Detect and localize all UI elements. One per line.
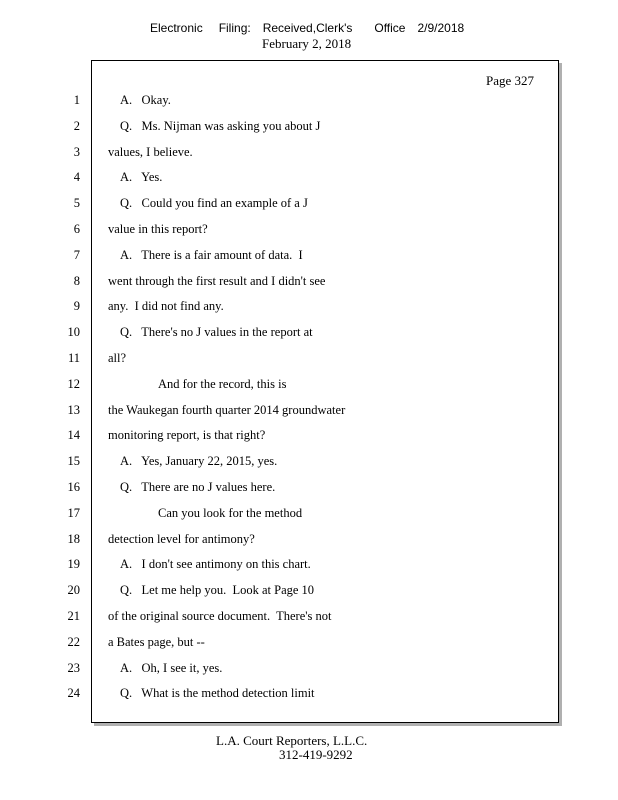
- line-text: value in this report?: [108, 222, 208, 236]
- line-number: 23: [67, 660, 80, 675]
- transcript-line: [0, 658, 618, 678]
- line-text: the Waukegan fourth quarter 2014 groundwater: [108, 402, 346, 417]
- transcript-line: [0, 90, 618, 110]
- line-text: Can you look for the method: [158, 505, 303, 520]
- line-number: 2: [73, 118, 80, 133]
- line-text: And for the record, this is: [158, 376, 287, 391]
- transcript-line: [0, 580, 618, 600]
- transcript-line: [0, 245, 618, 265]
- filing-stamp-header: [150, 21, 464, 35]
- transcript-line: [0, 683, 618, 703]
- line-text: A. Yes.: [120, 170, 163, 185]
- transcript-line: [0, 554, 618, 574]
- line-number: 22: [67, 634, 80, 649]
- line-number: 10: [67, 325, 80, 340]
- line-number: 6: [73, 222, 80, 236]
- transcript-line: [0, 322, 618, 342]
- transcript-line: [0, 219, 618, 239]
- transcript-line: [0, 451, 618, 471]
- line-number: 19: [67, 557, 80, 572]
- filing-stamp-part: Received,Clerk's: [262, 21, 353, 35]
- line-text: values, I believe.: [108, 144, 193, 159]
- transcript-line: [0, 193, 618, 213]
- filing-stamp-part: Electronic: [150, 21, 203, 35]
- page-number: Page 327: [485, 73, 534, 88]
- line-text: Q. There's no J values in the report at: [120, 325, 313, 340]
- footer-company: L.A. Court Reporters, L.L.C.: [216, 733, 368, 748]
- filing-stamp-part: Office: [374, 21, 406, 35]
- transcript-line: [0, 529, 618, 549]
- line-number: 24: [67, 686, 80, 701]
- line-number: 3: [73, 144, 80, 159]
- line-number: 7: [73, 247, 80, 262]
- transcript-line: [0, 116, 618, 136]
- transcript-line: [0, 503, 618, 523]
- transcript-line: [0, 167, 618, 187]
- line-number: 5: [73, 196, 80, 211]
- line-number: 9: [73, 299, 80, 314]
- line-text: of the original source document. There's not: [108, 609, 332, 623]
- line-number: 20: [67, 583, 80, 598]
- line-text: Q. What is the method detection limit: [120, 686, 315, 701]
- transcript-line: [0, 374, 618, 394]
- line-number: 1: [73, 93, 80, 107]
- filing-stamp-part: 2/9/2018: [417, 21, 465, 35]
- line-number: 8: [73, 273, 80, 288]
- line-text: Q. Let me help you. Look at Page 10: [120, 583, 315, 598]
- line-text: A. Oh, I see it, yes.: [120, 660, 223, 675]
- transcript-line: [0, 632, 618, 652]
- line-number: 21: [67, 609, 80, 623]
- transcript-line: [0, 348, 618, 368]
- transcript-line: [0, 142, 618, 162]
- line-text: A. Yes, January 22, 2015, yes.: [120, 454, 278, 469]
- filing-date: February 2, 2018: [262, 36, 352, 51]
- line-number: 17: [67, 505, 80, 520]
- line-text: any. I did not find any.: [108, 299, 224, 314]
- line-text: Q. Could you find an example of a J: [120, 196, 308, 211]
- transcript-line: [0, 477, 618, 497]
- line-text: monitoring report, is that right?: [108, 428, 266, 443]
- transcript-line: [0, 296, 618, 316]
- line-number: 16: [67, 480, 80, 494]
- line-number: 15: [67, 454, 80, 469]
- line-text: went through the first result and I didn't see: [108, 273, 326, 288]
- line-text: A. There is a fair amount of data. I: [120, 247, 303, 262]
- line-text: all?: [108, 351, 127, 365]
- line-number: 14: [67, 428, 80, 443]
- filing-stamp-part: Filing:: [218, 21, 251, 35]
- line-number: 18: [67, 531, 80, 546]
- footer-phone: 312-419-9292: [279, 747, 353, 762]
- transcript-line: [0, 271, 618, 291]
- line-text: Q. Ms. Nijman was asking you about J: [120, 118, 321, 133]
- line-number: 13: [67, 402, 80, 417]
- line-text: detection level for antimony?: [108, 531, 255, 546]
- transcript-line: [0, 425, 618, 445]
- line-number: 4: [73, 170, 80, 185]
- line-text: A. I don't see antimony on this chart.: [120, 557, 311, 572]
- transcript-line: [0, 400, 618, 420]
- line-text: A. Okay.: [120, 93, 171, 107]
- line-text: a Bates page, but --: [108, 634, 205, 649]
- line-number: 11: [67, 351, 80, 365]
- transcript-line: [0, 606, 618, 626]
- line-number: 12: [67, 376, 80, 391]
- line-text: Q. There are no J values here.: [120, 480, 276, 494]
